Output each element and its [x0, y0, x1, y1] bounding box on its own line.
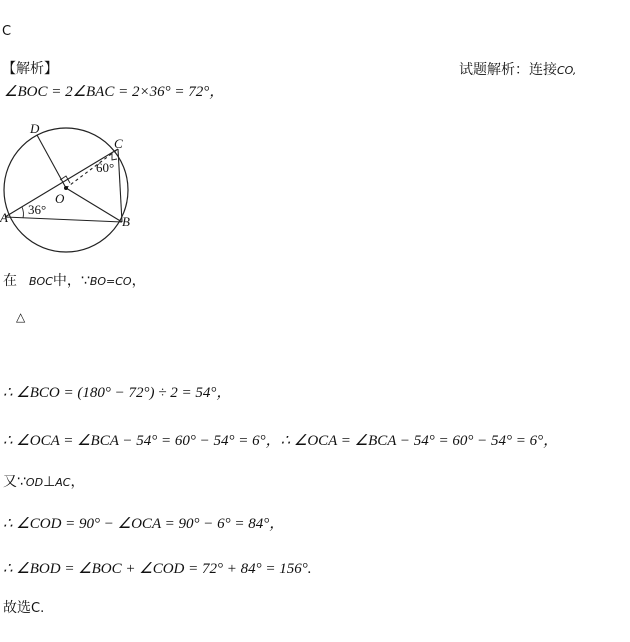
angle-a-arc: [22, 207, 23, 218]
perpendicular-statement: [3, 475, 84, 489]
hint-text: [459, 63, 576, 77]
label-c: C: [114, 136, 123, 151]
hint-object: CO,: [557, 64, 577, 77]
equation-bco: ∴ ∠BCO = (180° − 72°) ÷ 2 = 54°，: [3, 385, 232, 401]
segment-od: [37, 135, 66, 188]
conclusion: [3, 601, 44, 615]
chord-ab: [5, 217, 122, 222]
answer-letter: C: [2, 24, 12, 39]
equation-oca: ∴ ∠OCA = ∠BCA − 54° = 60° − 54° = 6°，∴ ∠OCA = ∠BCA − 54° = 60° − 54° = 6°，: [3, 433, 559, 449]
since-text: 中，∵: [52, 273, 90, 289]
segment-ac-label: AC: [55, 476, 71, 489]
label-a: A: [0, 210, 8, 225]
triangle-symbol: △: [16, 310, 26, 324]
equal-sides: BO=CO: [89, 275, 132, 288]
label-b: B: [122, 214, 130, 229]
center-point: [64, 186, 68, 190]
circle-geometry-figure: [0, 118, 150, 258]
comma: ，: [131, 273, 146, 289]
conclusion-choice: C.: [31, 601, 45, 616]
equation-boc: ∠BOC = 2∠BAC = 2×36° = 72°，: [4, 84, 225, 100]
right-angle-mark: [60, 176, 70, 183]
perp-symbol: ⊥: [43, 474, 56, 490]
analysis-label: 【解析】: [2, 61, 58, 77]
triangle-statement: [3, 274, 146, 288]
label-d: D: [30, 121, 40, 136]
segment-od-label: OD: [25, 476, 44, 489]
segment-ob: [66, 188, 122, 222]
equation-bod: ∴ ∠BOD = ∠BOC + ∠COD = 72° + 84° = 156°.: [3, 561, 312, 577]
comma-2: ，: [70, 474, 85, 490]
conclusion-prefix: 故选: [3, 600, 31, 616]
angle-a-value: 36°: [28, 202, 47, 217]
also-since: 又∵: [3, 474, 26, 490]
in-word: 在: [3, 273, 17, 289]
angle-c-value: 60°: [96, 160, 115, 175]
triangle-boc: BOC: [29, 275, 53, 288]
equation-cod: ∴ ∠COD = 90° − ∠OCA = 90° − 6° = 84°，: [3, 516, 285, 532]
label-o: O: [55, 191, 65, 206]
hint-prefix: 试题解析：连接: [459, 62, 557, 78]
